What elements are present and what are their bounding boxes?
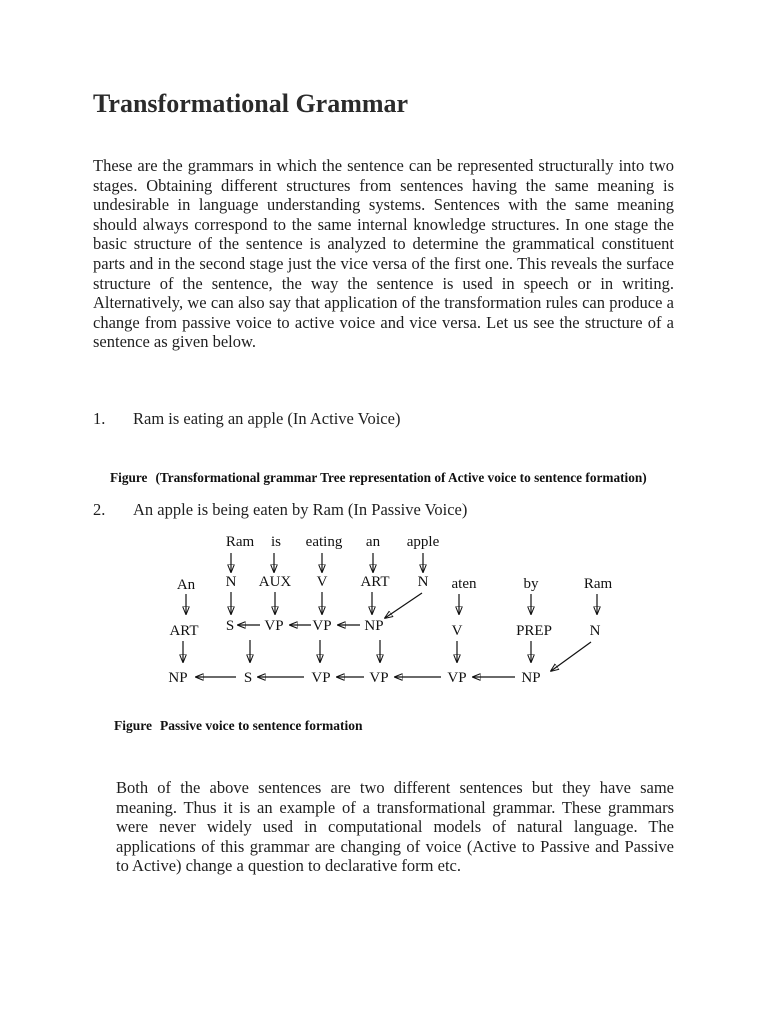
tree-word-apple: apple bbox=[406, 534, 440, 550]
tree-word-is: is bbox=[270, 534, 282, 550]
tree-node-vp: VP bbox=[264, 618, 284, 634]
tree-node-np: NP bbox=[364, 618, 384, 634]
page-title: Transformational Grammar bbox=[93, 89, 409, 118]
tree-node-vp: VP bbox=[312, 618, 332, 634]
conclusion-paragraph: Both of the above sentences are two different sentences but they have same meaning. Thus it is an example of a transformational grammar. These grammars were never widely used in computational models of natural language. The applications of this grammar are changing of voice (Active to Passive and Passive to Active) change a question to declarative form etc. bbox=[116, 778, 674, 876]
tree-arrow bbox=[551, 642, 591, 671]
tree-node-n: N bbox=[589, 623, 601, 639]
tree-node-vp: VP bbox=[311, 670, 331, 686]
passive-voice-tree-diagram bbox=[150, 526, 630, 694]
tree-word-an: an bbox=[365, 534, 381, 550]
tree-node-s: S bbox=[243, 670, 253, 686]
tree-node-aux: AUX bbox=[258, 574, 292, 590]
example-text: An apple is being eaten by Ram (In Passive Voice) bbox=[133, 500, 468, 519]
example-item-2 bbox=[93, 500, 467, 520]
tree-node-by: by bbox=[523, 576, 539, 592]
tree-arrow bbox=[385, 593, 422, 618]
tree-node-an: An bbox=[176, 577, 196, 593]
example-item-1 bbox=[93, 409, 400, 429]
tree-node-v: V bbox=[451, 623, 463, 639]
figure-1-caption bbox=[110, 469, 647, 487]
figure-label: Figure bbox=[114, 718, 152, 733]
tree-node-n: N bbox=[417, 574, 429, 590]
intro-paragraph: These are the grammars in which the sentence can be represented structurally into two stages. Obtaining different structures from sentences having the same meaning is undesirable in language understanding systems. Sentences with the same meaning should always correspond to the same internal knowledge structures. In one stage the basic structure of the sentence is analyzed to determine the grammatical constituent parts and in the second stage just the vice versa of the first one. This reveals the surface structure of the sentence, the way the sentence is used in speech or in writing. Alternatively, we can also say that application of the transformation rules can produce a change from passive voice to active voice and vice versa. Let us see the structure of a sentence as given below. bbox=[93, 156, 674, 352]
tree-node-v: V bbox=[316, 574, 328, 590]
figure-2-caption bbox=[114, 717, 362, 735]
figure-text: (Transformational grammar Tree representation of Active voice to sentence formation) bbox=[155, 470, 647, 485]
tree-node-prep: PREP bbox=[516, 623, 552, 639]
tree-node-s: S bbox=[225, 618, 235, 634]
example-number: 2. bbox=[93, 500, 106, 519]
tree-node-aten: aten bbox=[451, 576, 477, 592]
tree-node-np: NP bbox=[521, 670, 541, 686]
example-number: 1. bbox=[93, 409, 106, 428]
figure-text: Passive voice to sentence formation bbox=[160, 718, 363, 733]
tree-node-art: ART bbox=[169, 623, 199, 639]
example-text: Ram is eating an apple (In Active Voice) bbox=[133, 409, 401, 428]
tree-node-vp: VP bbox=[447, 670, 467, 686]
tree-word-ram: Ram bbox=[225, 534, 255, 550]
tree-node-np: NP bbox=[168, 670, 188, 686]
tree-node-n: N bbox=[225, 574, 237, 590]
figure-label: Figure bbox=[110, 470, 148, 485]
tree-node-vp: VP bbox=[369, 670, 389, 686]
tree-node-ram: Ram bbox=[583, 576, 613, 592]
tree-word-eating: eating bbox=[305, 534, 343, 550]
tree-node-art: ART bbox=[360, 574, 390, 590]
